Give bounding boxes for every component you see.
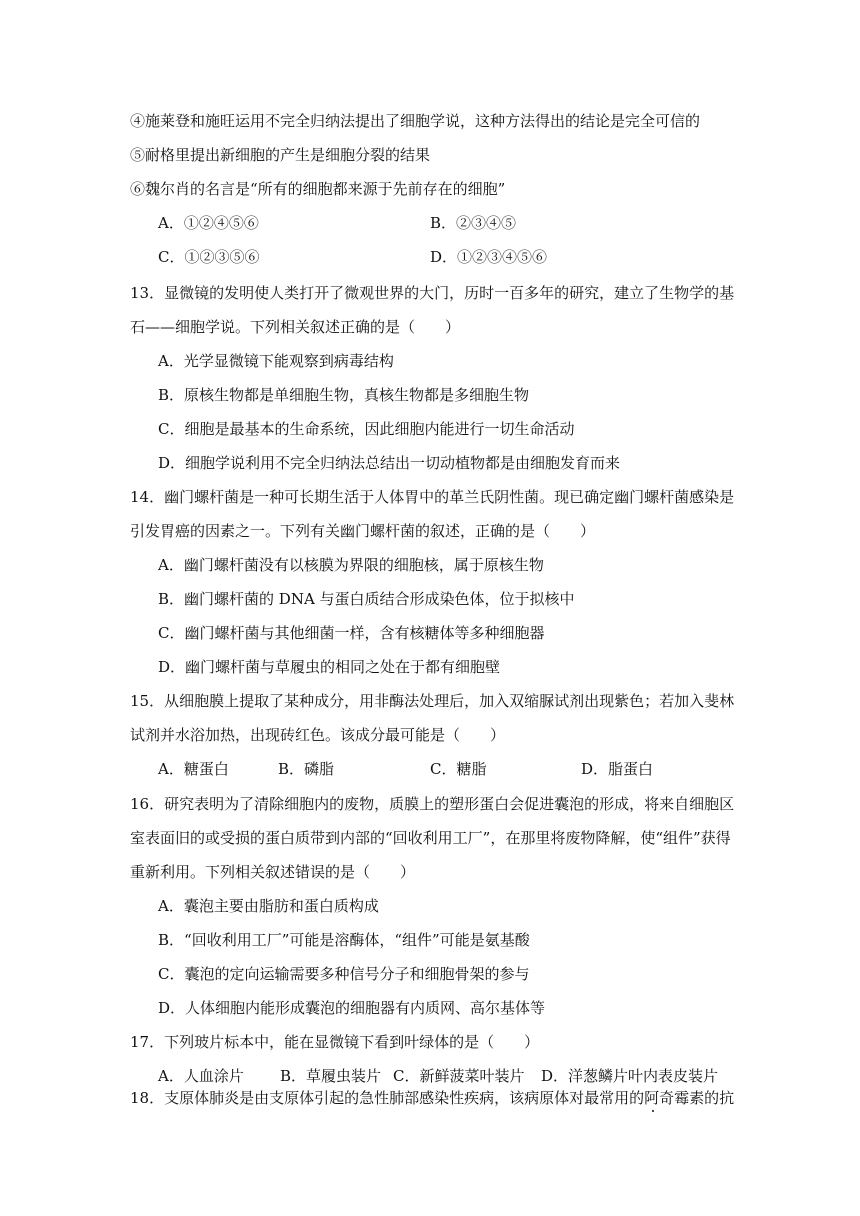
q17-option-a: A．人血涂片 (158, 1067, 244, 1085)
q14-option-c: C．幽门螺杆菌与其他细菌一样，含有核糖体等多种细胞器 (158, 624, 545, 642)
q15-stem-line-2: 试剂并水浴加热，出现砖红色。该成分最可能是（ ） (130, 726, 506, 744)
q13-option-c: C．细胞是最基本的生命系统，因此细胞内能进行一切生命活动 (158, 420, 575, 438)
q16-option-a: A．囊泡主要由脂肪和蛋白质构成 (158, 897, 379, 915)
q17-stem-line-1: 17．下列玻片标本中，能在显微镜下看到叶绿体的是（ ） (130, 1033, 540, 1051)
q13-stem-line-2: 石——细胞学说。下列相关叙述正确的是（ ） (130, 318, 461, 336)
q16-option-c: C．囊泡的定向运输需要多种信号分子和细胞骨架的参与 (158, 965, 530, 983)
q15-option-c: C．糖脂 (430, 760, 487, 778)
q17-option-b: B．草履虫装片 (280, 1067, 382, 1085)
q15-option-d: D．脂蛋白 (581, 760, 654, 778)
q16-stem-line-1: 16．研究表明为了清除细胞内的废物，质膜上的塑形蛋白会促进囊泡的形成，将来自细胞区 (130, 795, 735, 813)
intro-item-4: ④施莱登和施旺运用不完全归纳法提出了细胞学说，这种方法得出的结论是完全可信的 (130, 112, 701, 130)
q12-option-b: B．②③④⑤ (430, 214, 517, 232)
q14-option-a: A．幽门螺杆菌没有以核膜为界限的细胞核，属于原核生物 (158, 556, 544, 574)
q14-option-d: D．幽门螺杆菌与草履虫的相同之处在于都有细胞壁 (158, 658, 501, 676)
q12-option-c: C．①②③⑤⑥ (158, 248, 260, 266)
q15-option-a: A．糖蛋白 (158, 760, 229, 778)
q13-stem-line-1: 13．显微镜的发明使人类打开了微观世界的大门，历时一百多年的研究，建立了生物学的基 (130, 284, 735, 302)
q14-option-b: B．幽门螺杆菌的 DNA 与蛋白质结合形成染色体，位于拟核中 (158, 590, 575, 608)
q18-stem-line-1: 18．支原体肺炎是由支原体引起的急性肺部感染性疾病，该病原体对最常用的阿奇霉素的抗 (130, 1089, 735, 1107)
q17-option-d: D．洋葱鳞片叶内表皮装片 (541, 1067, 719, 1085)
intro-item-5: ⑤耐格里提出新细胞的产生是细胞分裂的结果 (130, 146, 431, 164)
q13-option-a: A．光学显微镜下能观察到病毒结构 (158, 352, 394, 370)
emphasis-dot (652, 1110, 654, 1112)
q16-option-b: B．“回收利用工厂”可能是溶酶体，“组件”可能是氨基酸 (158, 931, 530, 949)
q16-stem-line-2: 室表面旧的或受损的蛋白质带到内部的“回收利用工厂”，在那里将废物降解，使“组件”获得 (130, 829, 731, 847)
q13-option-b: B．原核生物都是单细胞生物，真核生物都是多细胞生物 (158, 386, 530, 404)
intro-item-6: ⑥魏尔肖的名言是“所有的细胞都来源于先前存在的细胞” (130, 180, 506, 198)
q15-option-b: B．磷脂 (278, 760, 335, 778)
q12-option-d: D．①②③④⑤⑥ (430, 248, 548, 266)
q14-stem-line-2: 引发胃癌的因素之一。下列有关幽门螺杆菌的叙述，正确的是（ ） (130, 522, 596, 540)
q16-stem-line-3: 重新利用。下列相关叙述错误的是（ ） (130, 863, 416, 881)
q16-option-d: D．人体细胞内能形成囊泡的细胞器有内质网、高尔基体等 (158, 999, 546, 1017)
q15-stem-line-1: 15．从细胞膜上提取了某种成分，用非酶法处理后，加入双缩脲试剂出现紫色；若加入斐林 (130, 692, 735, 710)
q13-option-d: D．细胞学说利用不完全归纳法总结出一切动植物都是由细胞发育而来 (158, 454, 621, 472)
q17-option-c: C．新鲜菠菜叶装片 (393, 1067, 525, 1085)
q14-stem-line-1: 14．幽门螺杆菌是一种可长期生活于人体胃中的革兰氏阴性菌。现已确定幽门螺杆菌感染是 (130, 488, 735, 506)
q12-option-a: A．①②④⑤⑥ (158, 214, 259, 232)
